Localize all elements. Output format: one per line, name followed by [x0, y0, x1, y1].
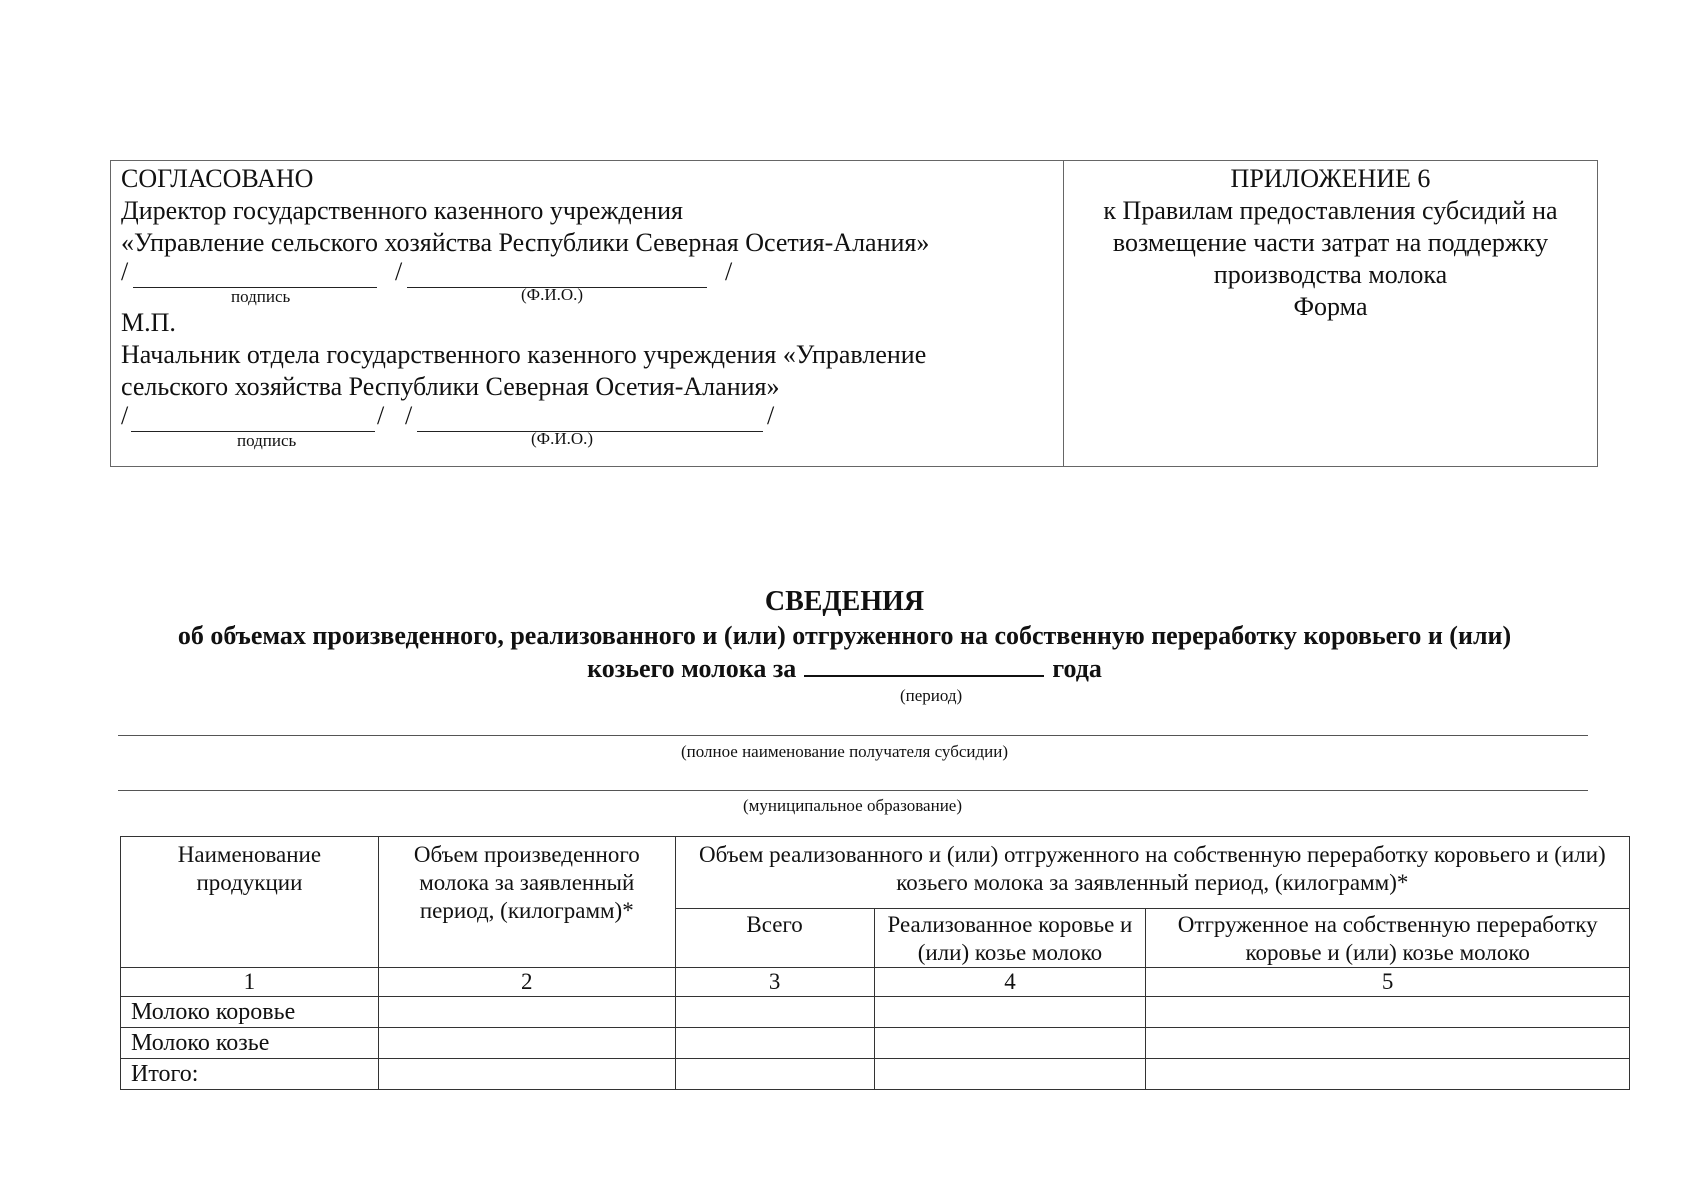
- approval-block: [111, 161, 1064, 466]
- table-cell[interactable]: [874, 997, 1146, 1028]
- approval-heading: СОГЛАСОВАНО: [121, 164, 314, 193]
- appendix-block: [1064, 161, 1597, 466]
- header-sold-shipped-group: Объем реализованного и (или) отгруженного на собственную переработку коровьего и (или) козьего молока за заявленный период, (килограмм)*: [675, 837, 1629, 909]
- column-number: 2: [378, 968, 675, 997]
- table-cell[interactable]: [874, 1028, 1146, 1059]
- header-shipped-milk: Отгруженное на собственную переработку коровье и (или) козье молоко: [1146, 909, 1630, 968]
- period-caption: (период): [900, 686, 963, 705]
- slash: /: [725, 257, 733, 286]
- recipient-name-line[interactable]: [118, 735, 1588, 736]
- table-cell[interactable]: [378, 1028, 675, 1059]
- table-cell[interactable]: [378, 997, 675, 1028]
- signature-caption: подпись: [231, 287, 291, 306]
- column-number: 3: [675, 968, 874, 997]
- header-box: [110, 160, 1598, 467]
- table-cell[interactable]: [378, 1059, 675, 1090]
- document-subtitle-line2: [0, 653, 1689, 684]
- row-label-goat-milk: Молоко козье: [121, 1028, 379, 1059]
- director-title-line1: Директор государственного казенного учреждения: [121, 196, 683, 225]
- column-number-row: [121, 968, 1630, 997]
- table-cell[interactable]: [1146, 1059, 1630, 1090]
- table-cell[interactable]: [675, 997, 874, 1028]
- appendix-line1: к Правилам предоставления субсидий на: [1103, 196, 1558, 225]
- column-number: 1: [121, 968, 379, 997]
- document-subtitle-line1: об объемах произведенного, реализованного и (или) отгруженного на собственную переработку коровьего и (или): [177, 621, 1512, 650]
- stamp-label: М.П.: [121, 308, 176, 337]
- header-produced-volume: Объем произведенного молока за заявленный период, (килограмм)*: [378, 837, 675, 968]
- subtitle-prefix: козьего молока за: [587, 654, 797, 683]
- municipality-line[interactable]: [118, 790, 1588, 791]
- table-cell[interactable]: [1146, 997, 1630, 1028]
- fio-caption: (Ф.И.О.): [521, 285, 584, 304]
- document-title: СВЕДЕНИЯ: [764, 586, 925, 617]
- municipality-caption: (муниципальное образование): [743, 796, 962, 815]
- table-cell[interactable]: [675, 1028, 874, 1059]
- header-sold-milk: Реализованное коровье и (или) козье молоко: [874, 909, 1146, 968]
- slash: /: [121, 401, 129, 430]
- table-row: [121, 1059, 1630, 1090]
- header-total: Всего: [675, 909, 874, 968]
- column-number: 4: [874, 968, 1146, 997]
- slash: /: [767, 401, 775, 430]
- table-row: [121, 997, 1630, 1028]
- table-cell[interactable]: [675, 1059, 874, 1090]
- director-signature-row: [121, 259, 1063, 289]
- period-input-line[interactable]: [804, 653, 1044, 677]
- appendix-line2: возмещение части затрат на поддержку: [1112, 228, 1549, 257]
- slash: /: [395, 257, 403, 286]
- header-product-name: Наименование продукции: [121, 837, 379, 968]
- director-title-line2: «Управление сельского хозяйства Республики Северная Осетия-Алания»: [121, 228, 930, 257]
- milk-volume-table: [120, 836, 1630, 1090]
- appendix-title: ПРИЛОЖЕНИЕ 6: [1230, 164, 1431, 193]
- appendix-line3: производства молока: [1213, 260, 1448, 289]
- row-label-total: Итого:: [121, 1059, 379, 1090]
- head-title-line2: сельского хозяйства Республики Северная Осетия-Алания»: [121, 372, 780, 401]
- table-cell[interactable]: [874, 1059, 1146, 1090]
- row-label-cow-milk: Молоко коровье: [121, 997, 379, 1028]
- column-number: 5: [1146, 968, 1630, 997]
- slash: /: [121, 257, 129, 286]
- slash: /: [405, 401, 413, 430]
- fio-caption: (Ф.И.О.): [531, 429, 594, 448]
- appendix-form-label: Форма: [1293, 292, 1368, 321]
- table-cell[interactable]: [1146, 1028, 1630, 1059]
- head-title-line1: Начальник отдела государственного казенного учреждения «Управление: [121, 340, 927, 369]
- table-row: [121, 1028, 1630, 1059]
- slash: /: [377, 401, 385, 430]
- recipient-caption: (полное наименование получателя субсидии): [680, 742, 1009, 761]
- signature-caption: подпись: [237, 431, 297, 450]
- subtitle-suffix: года: [1052, 654, 1102, 683]
